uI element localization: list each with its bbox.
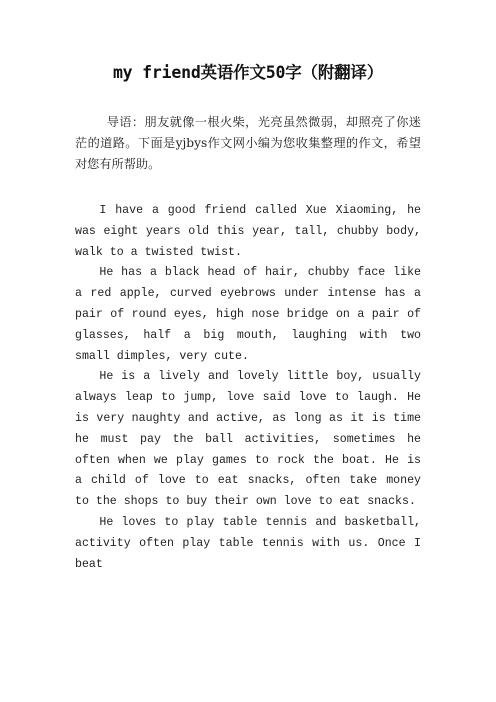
- essay-paragraph-1: I have a good friend called Xue Xiaoming, he was eight years old this year, tall, chubby body, walk to a twisted twist.: [75, 204, 421, 259]
- document-title: my friend英语作文50字（附翻译）: [112, 63, 384, 82]
- essay-paragraph-2: He has a black head of hair, chubby face like a red apple, curved eyebrows under intense has a pair of round eyes, high nose bridge on a pair of glasses, half a big mouth, laughing with two small dimples, very cute.: [75, 266, 421, 363]
- essay-paragraph-3: He is a lively and lovely little boy, usually always leap to jump, love said love to laugh. He is very naughty and active, as long as it is time he must pay the ball activities, sometimes he often when we play games to rock the boat. He is a child of love to eat snacks, often take money to the shops to buy their own love to eat snacks.: [75, 370, 421, 509]
- essay-body: [75, 201, 421, 575]
- intro-paragraph: 导语：朋友就像一根火柴，光亮虽然微弱，却照亮了你迷茫的道路。下面是yjbys作文网小编为您收集整理的作文，希望对您有所帮助。: [75, 115, 421, 171]
- essay-paragraph-4: He loves to play table tennis and basketball, activity often play table tennis with us. Once I beat: [75, 515, 421, 571]
